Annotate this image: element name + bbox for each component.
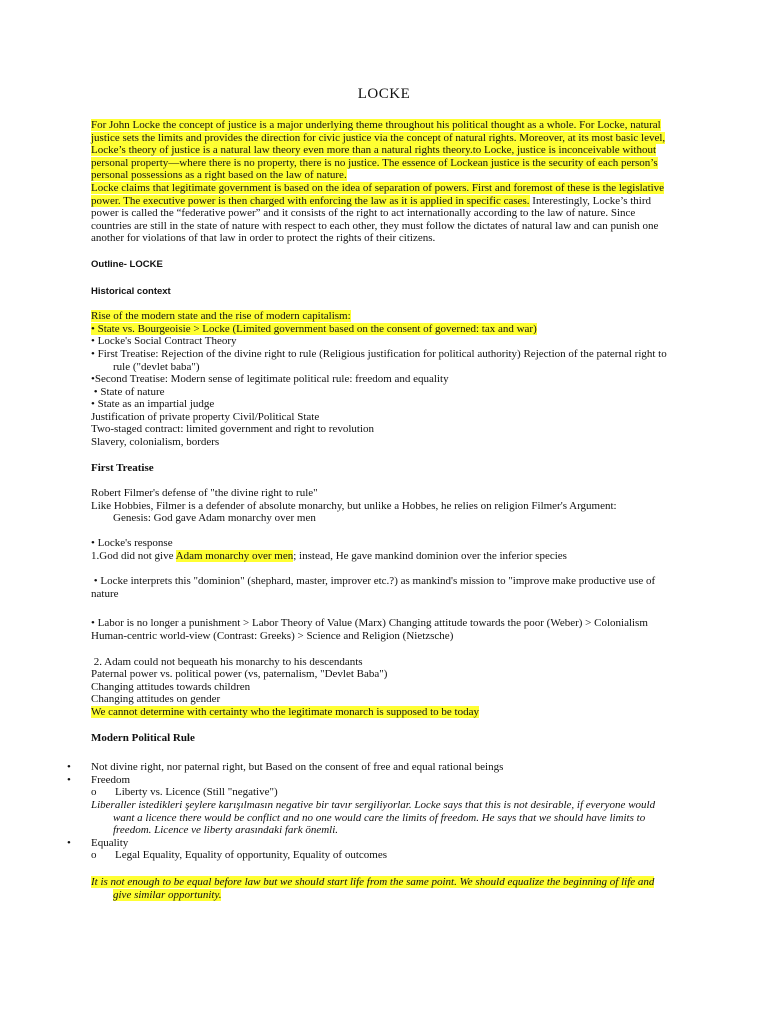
- mpr-final-line: [91, 876, 673, 901]
- hist-line: Justification of private property Civil/Political State: [91, 410, 320, 423]
- hist-line: Two-staged contract: limited government and right to revolution: [91, 423, 375, 436]
- ft-paternal-line: Paternal power vs. political power (vs, paternalism, "Devlet Baba"): [91, 668, 388, 681]
- mpr-sub-liberty: [91, 786, 673, 799]
- bullet-icon: •: [67, 773, 71, 786]
- highlight-state-bourgeoisie: • State vs. Bourgeoisie > Locke (Limited government based on the consent of governed: tax and war): [91, 322, 537, 335]
- hist-line: • Locke's Social Contract Theory: [91, 335, 237, 348]
- bullet-icon: •: [67, 836, 71, 849]
- mpr-bullet-consent: [67, 761, 673, 774]
- hist-line: Slavery, colonialism, borders: [91, 436, 220, 449]
- modern-political-rule-heading: Modern Political Rule: [91, 731, 195, 744]
- hist-line: • State of nature: [91, 385, 165, 398]
- ft-children-line: Changing attitudes towards children: [91, 680, 251, 693]
- highlight-justice: For John Locke the concept of justice is a major underlying theme throughout his political thought as a whole. For Locke, natural justice sets the limits and provides the direction for civic justice via the concept of natural rights. Moreover, at its most basic level, Locke’s theory of justice is a natural law theory even more than a natural rights theory.to Locke, justice is inconceivable without personal property—where there is no property, there is no justice. The essence of Lockean justice is the security of each person’s personal possessions as a right based on the law of nature.: [91, 119, 666, 182]
- hist-line: • First Treatise: Rejection of the divine right to rule (Religious justification for political authority) Rejection of the paternal right to rule ("devlet baba"): [91, 347, 667, 373]
- bullet-icon: •: [67, 761, 71, 774]
- ft-god-line: [91, 550, 673, 563]
- ft-god-pre: 1.God did not give: [91, 549, 176, 562]
- outline-heading: Outline- LOCKE: [91, 258, 163, 270]
- ft-dominion-line: • Locke interprets this "dominion" (shephard, master, improver etc.?) as mankind's mission to "improve make productive use of nature: [91, 575, 658, 600]
- highlight-modern-state: Rise of the modern state and the rise of modern capitalism:: [91, 310, 351, 323]
- mpr-sub-text: Legal Equality, Equality of opportunity, Equality of outcomes: [115, 849, 387, 862]
- ft-response-line: • Locke's response: [91, 537, 173, 550]
- historical-context-heading: Historical context: [91, 285, 171, 297]
- mpr-bullet-text: Equality: [91, 836, 129, 849]
- first-treatise-heading: First Treatise: [91, 461, 154, 474]
- ft-filmer-line: Robert Filmer's defense of "the divine right to rule": [91, 487, 318, 500]
- circle-bullet-icon: o: [91, 849, 97, 862]
- document-body: [67, 119, 673, 901]
- highlight-separation: Locke claims that legitimate government is based on the idea of separation of powers. First and foremost of these is the legislative power. The executive power is then charged with enforcing the law as it is applied in specific cases.: [91, 181, 665, 207]
- mpr-sub-equality: [91, 849, 673, 862]
- hist-line-modern-state: [91, 310, 673, 323]
- mpr-bullet-text: Not divine right, nor paternal right, but Based on the consent of free and equal rational beings: [91, 761, 504, 774]
- mpr-bullet-equality: [67, 836, 673, 850]
- mpr-italic-note: Liberaller istedikleri şeylere karışılmasın negative bir tavır sergiliyorlar. Locke says that this is not desirable, if everyone would want a licence there would be conflict and no one would care the limits of freedom. He says that we should have limits to freedom. Licence ve liberty arasındaki fark önemli.: [91, 798, 656, 837]
- hist-line: • State as an impartial judge: [91, 398, 215, 411]
- mpr-bullet-text: Freedom: [91, 773, 131, 786]
- ft-gender-line: Changing attitudes on gender: [91, 693, 221, 706]
- ft-genesis-line: Genesis: God gave Adam monarchy over men: [113, 512, 316, 525]
- ft-god-post: ; instead, He gave mankind dominion over the inferior species: [293, 549, 567, 562]
- highlight-adam-monarchy: Adam monarchy over men: [175, 549, 294, 562]
- mpr-sub-text: Liberty vs. Licence (Still "negative"): [115, 786, 278, 799]
- highlight-equal-start: It is not enough to be equal before law but we should start life from the same point. We should equalize the beginning of life and give similar opportunity.: [91, 875, 655, 901]
- ft-human-centric-line: Human-centric world-view (Contrast: Greeks) > Science and Religion (Nietzsche): [91, 630, 454, 642]
- ft-certainty-line: [91, 706, 673, 719]
- ft-hobbies-line: Like Hobbies, Filmer is a defender of absolute monarchy, but unlike a Hobbes, he relies on religion Filmer's Argument:: [91, 499, 617, 512]
- hist-line-state-bourgeoisie: [91, 323, 673, 336]
- circle-bullet-icon: o: [91, 786, 97, 799]
- page-title: LOCKE: [357, 86, 411, 102]
- mpr-bullet-freedom: [67, 773, 673, 787]
- ft-adam-line: 2. Adam could not bequeath his monarchy to his descendants: [91, 655, 363, 668]
- highlight-certainty: We cannot determine with certainty who the legitimate monarch is supposed to be today: [91, 705, 479, 718]
- hist-line: •Second Treatise: Modern sense of legitimate political rule: freedom and equality: [91, 373, 449, 386]
- ft-labor-line: • Labor is no longer a punishment > Labor Theory of Value (Marx) Changing attitude towards the poor (Weber) > Colonialism: [91, 617, 648, 630]
- intro-federative-text: Interestingly, Locke’s third power is called the “federative power” and it consists of the right to act internationally according to the law of nature. Since countries are still in the state of nature with respect to each other, they must follow the dictates of natural law and can punish one another for violations of that law in order to protect the rights of their citizens.: [91, 194, 659, 245]
- intro-paragraph: [91, 119, 673, 245]
